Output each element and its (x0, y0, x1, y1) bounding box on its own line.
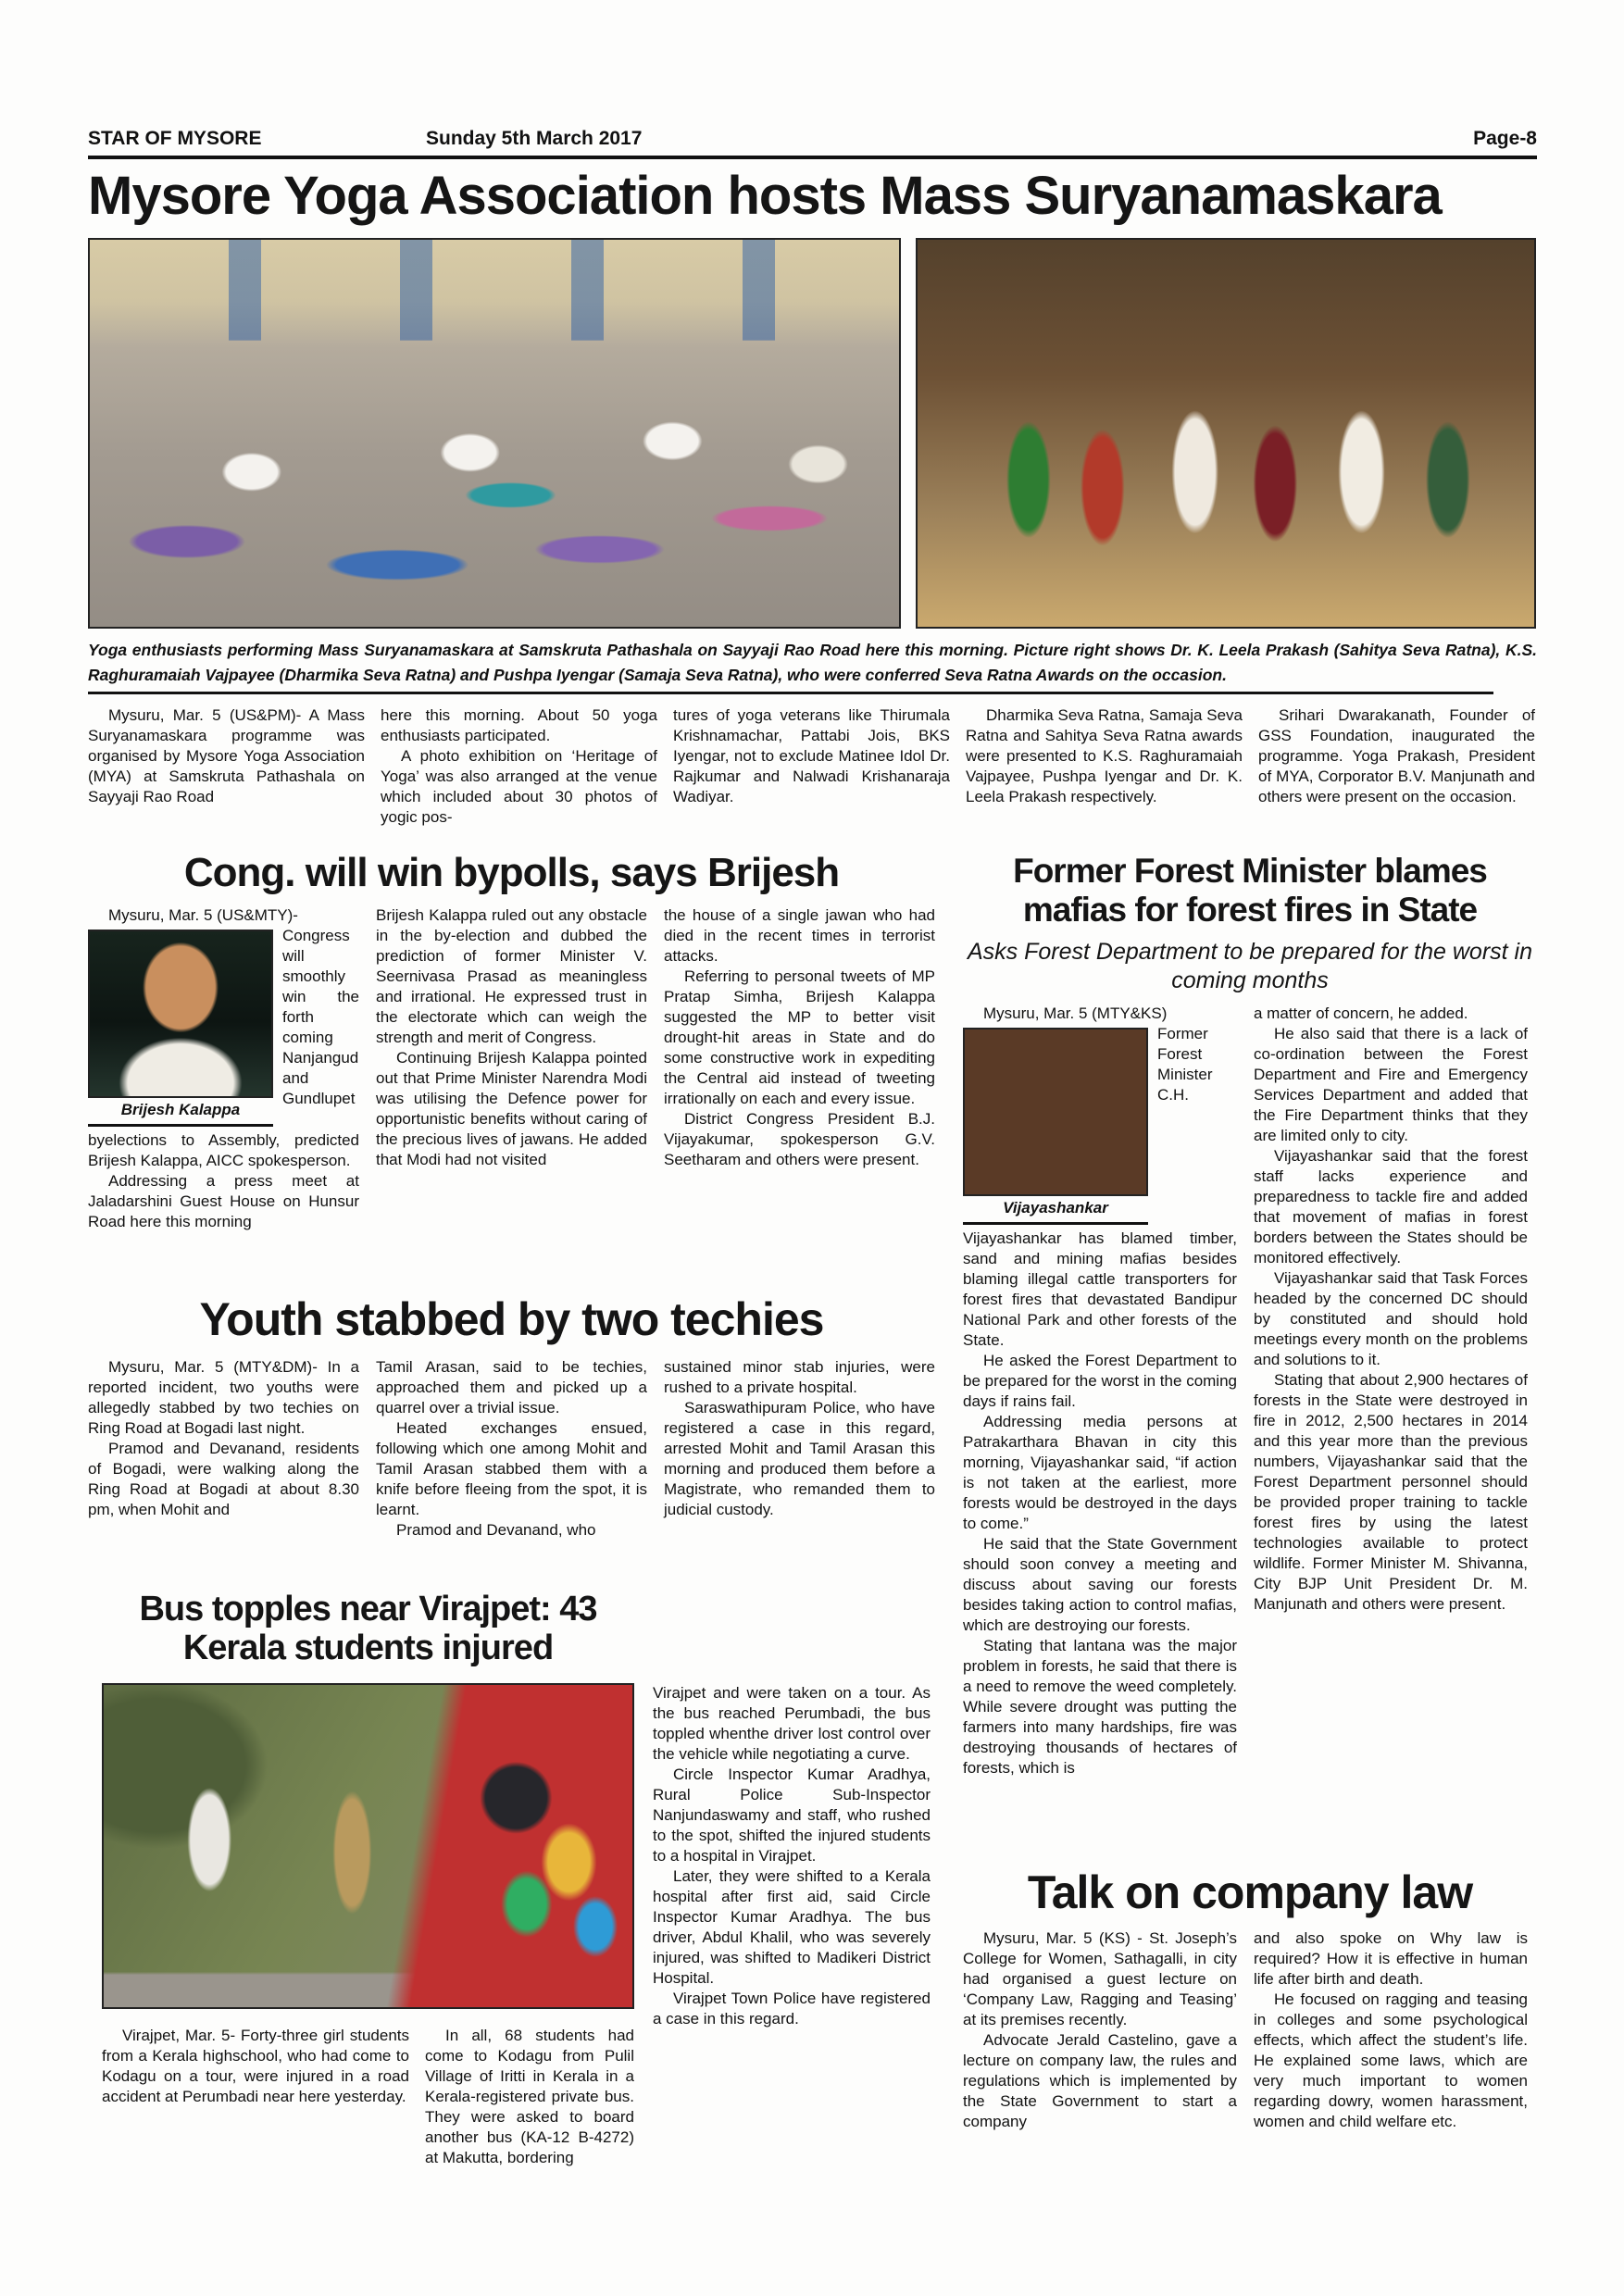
brijesh-column-2 (376, 905, 647, 1278)
bus-column-under-photo-1 (102, 2026, 409, 2107)
body-paragraph: Advocate Jerald Castelino, gave a lecture on company law, the rules and regulations which is implemented by the State Government to start a company (963, 2030, 1237, 2130)
body-paragraph: He said that the State Government should soon convey a meeting and discuss about saving our forests besides taking action to control mafias, which are destroying our forests. (963, 1534, 1237, 1634)
bus-crash-photo (102, 1683, 634, 2009)
lead-photo-row (88, 238, 1537, 629)
masthead-date: Sunday 5th March 2017 (426, 128, 643, 149)
body-paragraph: Stating that about 2,900 hectares of forests in the State were destroyed in fire in 2012, 2,500 hectares in 2014 and this year more than the previous numbers, Vijayashankar said that the Forest Department personnel should be provided proper training to tackle forest fires by using the latest technologies available to protect wildlife. Former Minister M. Shivanna, City BJP Unit President Dr. M. Manjunath and others were present. (1254, 1370, 1528, 1613)
body-paragraph: Referring to personal tweets of MP Pratap Simha, Brijesh Kalappa suggested the MP to better visit drought-hit areas in State and do some constructive work in expediting the Central aid instead of tweeting irrationally on each and every issue. (664, 967, 935, 1108)
body-paragraph: Vijayashankar said that Task Forces headed by the concerned DC should by constituted and should hold meetings every month on the problems and solutions to it. (1254, 1268, 1528, 1368)
body-paragraph: He asked the Forest Department to be prepared for the worst in the coming days if rains fail. (963, 1351, 1237, 1410)
lead-column-3 (673, 705, 950, 837)
company-columns (963, 1928, 1537, 2273)
vijayashankar-figure (963, 1028, 1148, 1225)
article-company-law (963, 1866, 1537, 2273)
company-column-1 (963, 1928, 1237, 2273)
body-paragraph: He also said that there is a lack of co-ordination between the Forest Department and Fire and Emergency Services Department and added that the Fire Department thinks that they are limited only to city. (1254, 1024, 1528, 1144)
caption-rule (88, 692, 1493, 694)
brijesh-headline: Cong. will win bypolls, says Brijesh (183, 850, 840, 896)
body-paragraph: Addressing a press meet at Jaladarshini Guest House on Hunsur Road here this morning (88, 1172, 359, 1231)
masthead-rule (88, 156, 1537, 159)
forest-headline: Former Forest Minister blames mafias for forest fires in State (1013, 852, 1487, 929)
dateline: Mysuru, Mar. 5 (US&MTY)- (108, 906, 298, 925)
body-paragraph: Virajpet Town Police have registered a case in this regard. (653, 1990, 931, 2028)
bus-column-right (653, 1683, 931, 2296)
youth-column-1 (88, 1357, 359, 1578)
lead-column-1 (88, 705, 365, 837)
masthead (88, 0, 1537, 150)
masthead-page-number: Page-8 (1473, 128, 1537, 149)
yoga-mass-suryanamaskara-photo (88, 238, 901, 629)
seva-ratna-awards-photo (916, 238, 1536, 629)
forest-subhead: Asks Forest Department to be prepared for the worst in coming months (968, 939, 1532, 994)
body-paragraph: Pramod and Devanand, who (396, 1521, 596, 1540)
body-paragraph: Pramod and Devanand, residents of Bogadi, were walking along the Ring Road at Bogadi at about 8.30 pm, when Mohit and (88, 1440, 359, 1519)
body-paragraph: Saraswathipuram Police, who have registered a case in this regard, arrested Mohit and Tamil Arasan this morning and produced them before a Magistrate, who remanded them to judicial custody. (664, 1399, 935, 1519)
body-paragraph: Circle Inspector Kumar Aradhya, Rural Police Sub-Inspector Nanjundaswamy and staff, who rushed to the spot, shifted the injured students to a hospital in Virajpet. (653, 1766, 931, 1866)
forest-columns (963, 1004, 1537, 1860)
lead-column-2 (381, 705, 657, 837)
lead-photo-caption: Yoga enthusiasts performing Mass Suryanamaskara at Samskruta Pathashala on Sayyaji Rao Road here this morning. Picture right shows Dr. K. Leela Prakash (Sahitya Seva Ratna), K.S. Raghuramaiah Vajpayee (Dharmika Seva Ratna) and Pushpa Iyengar (Samaja Seva Ratna), who were conferred Seva Ratna Awards on the occasion. (88, 640, 1537, 685)
body-paragraph: Mysuru, Mar. 5 (MTY&DM)- In a reported incident, two youths were allegedly stabbed by two techies on Ring Road at Bogadi last night. (88, 1358, 359, 1438)
body-paragraph: the house of a single jawan who had died in the recent times in terrorist attacks. (664, 906, 935, 966)
body-paragraph: here this morning. About 50 yoga enthusiasts participated. (381, 706, 657, 745)
article-cong-bypolls (88, 850, 935, 1278)
body-paragraph: Dharmika Seva Ratna, Samaja Seva Ratna and Sahitya Seva Ratna awards were presented to K.S. Raghuramaiah Vajpayee, Pushpa Iyengar and Dr. K. Leela Prakash respectively. (966, 706, 1243, 806)
body-paragraph: Virajpet, Mar. 5- Forty-three girl students from a Kerala highschool, who had come to Kodagu on a tour, were injured in a road accident at Perumbadi near here yesterday. (102, 2027, 409, 2106)
body-paragraph: Later, they were shifted to a Kerala hospital after first aid, said Circle Inspector Kumar Aradhya. The bus driver, Abdul Khalil, who was severely injured, was shifted to Madikeri District Hospital. (653, 1867, 931, 1988)
bus-headline: Bus topples near Virajpet: 43 Kerala students injured (139, 1590, 597, 1667)
body-paragraph: Addressing media persons at Patrakarthara Bhavan in city this morning, Vijayashankar said, “if action is not taken at the earliest, more forests would be destroyed in the days to come.” (963, 1412, 1237, 1532)
company-law-headline: Talk on company law (1027, 1866, 1473, 1918)
body-paragraph: Srihari Dwarakanath, Founder of GSS Foundation, inaugurated the programme. Yoga Prakash, President of MYA, Corporator B.V. Manjunath and others were present on the occasion. (1258, 706, 1535, 806)
lead-column-5 (1258, 705, 1535, 837)
article-yoga-association (88, 168, 1537, 837)
body-paragraph: District Congress President B.J. Vijayakumar, spokesperson G.V. Seetharam and others were present. (664, 1110, 935, 1169)
body-paragraph: Continuing Brijesh Kalappa pointed out that Prime Minister Narendra Modi was utilising the Defence power for opportunistic benefits without caring of the precious lives of jawans. He added that Modi had not visited (376, 1049, 647, 1169)
body-paragraph: Heated exchanges ensued, following which one among Mohit and Tamil Arasan stabbed them with a knife before fleeing from the spot, it is learnt. (376, 1419, 647, 1519)
youth-column-2 (376, 1357, 647, 1578)
body-paragraph: Congress will smoothly win the forth coming Nanjangud and Gundlupet byelections to Assembly, predicted Brijesh Kalappa, AICC spokesperson. (88, 927, 359, 1170)
body-paragraph: tures of yoga veterans like Thirumala Krishnamachar, Pattabi Jois, BKS Iyengar, not to exclude Matinee Idol Dr. Rajkumar and Nalwadi Krishanaraja Wadiyar. (673, 706, 950, 806)
body-paragraph: Brijesh Kalappa ruled out any obstacle in the by-election and dubbed the prediction of former Minister V. Seernivasa Prasad as meaningless and irrational. He expressed trust in the electorate which can weigh the strength and merit of Congress. (376, 906, 647, 1047)
vijayashankar-photo (963, 1028, 1148, 1196)
body-paragraph: A photo exhibition on ‘Heritage of Yoga’ was also arranged at the venue which included about 30 photos of yogic pos- (381, 747, 657, 827)
body-paragraph: Stating that lantana was the major problem in forests, he said that there is a need to remove the weed completely. While severe drought was putting the farmers into many hardships, fire was destroying thousands of hectares of forests, which is (963, 1636, 1237, 1777)
body-paragraph: Vijayashankar said that the forest staff lacks experience and preparedness to tackle fire and added that movement of mafias in forest borders between the States should be monitored effectively. (1254, 1146, 1528, 1267)
body-paragraph: Virajpet and were taken on a tour. As the bus reached Perumbadi, the bus toppled whenthe driver lost control over the vehicle while negotiating a curve. (653, 1684, 931, 1764)
vijayashankar-photo-caption: Vijayashankar (963, 1196, 1148, 1225)
body-paragraph: and also spoke on Why law is required? How it is effective in human life after birth and death. (1254, 1928, 1528, 1988)
bus-column-under-photo-2 (425, 2026, 634, 2168)
lead-column-4 (966, 705, 1243, 837)
article-youth-stabbed (88, 1292, 935, 1578)
brijesh-photo-caption: Brijesh Kalappa (88, 1098, 273, 1127)
company-column-2 (1254, 1928, 1528, 2273)
brijesh-kalappa-photo (88, 930, 273, 1098)
body-paragraph: Mysuru, Mar. 5 (US&PM)- A Mass Suryanamaskara programme was organised by Mysore Yoga Association (MYA) at Samskruta Pathashala on Sayyaji Rao Road (88, 706, 365, 806)
brijesh-kalappa-figure (88, 930, 273, 1127)
article-forest-fires (963, 852, 1537, 1859)
article-bus-topples (88, 1591, 935, 2296)
dateline: Mysuru, Mar. 5 (MTY&KS) (983, 1004, 1168, 1022)
body-paragraph: sustained minor stab injuries, were rushed to a private hospital. (664, 1358, 935, 1397)
body-paragraph: He focused on ragging and teasing in colleges and some psychological effects, which affect the student’s life. He explained some laws, which are very much important to women regarding dowry, women harassment, women and child welfare etc. (1254, 1990, 1528, 2130)
brijesh-column-1 (88, 905, 359, 1278)
youth-columns (88, 1357, 935, 1578)
youth-headline: Youth stabbed by two techies (199, 1293, 824, 1346)
forest-column-1 (963, 1004, 1237, 1860)
body-paragraph: Former Forest Minister C.H. Vijayashankar has blamed timber, sand and mining mafias besides blaming illegal cattle transporters for forest fires that devastated Bandipur National Park and other forests of the State. (963, 1024, 1237, 1349)
lead-headline: Mysore Yoga Association hosts Mass Suryanamaskara (88, 166, 1442, 226)
body-paragraph: Tamil Arasan, said to be techies, approached them and picked up a quarrel over a trivial issue. (376, 1358, 647, 1417)
masthead-paper-name: STAR OF MYSORE (88, 128, 262, 149)
forest-column-2 (1254, 1004, 1528, 1860)
lead-columns (88, 705, 1537, 837)
brijesh-column-3 (664, 905, 935, 1278)
youth-column-3 (664, 1357, 935, 1578)
body-paragraph: Mysuru, Mar. 5 (KS) - St. Joseph’s College for Women, Sathagalli, in city had organised a guest lecture on ‘Company Law, Ragging and Teasing’ at its premises recently. (963, 1928, 1237, 2028)
body-paragraph: a matter of concern, he added. (1254, 1004, 1468, 1022)
body-paragraph: In all, 68 students had come to Kodagu from Pulil Village of Iritti in Kerala in a Kerala-registered private bus. They were asked to board another bus (KA-12 B-4272) at Makutta, bordering (425, 2027, 634, 2167)
brijesh-columns (88, 905, 935, 1278)
